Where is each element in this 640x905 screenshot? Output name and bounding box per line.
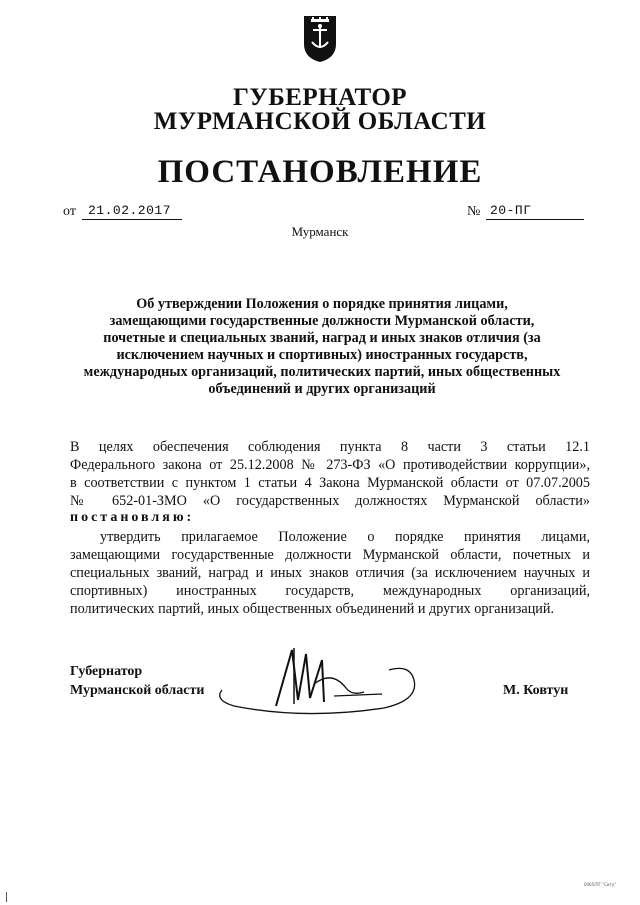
date-label: от bbox=[63, 204, 76, 219]
preamble-paragraph bbox=[70, 438, 590, 510]
murmansk-coat-of-arms-icon bbox=[301, 14, 339, 64]
subject-line: международных организаций, политических партий, иных общественных bbox=[83, 364, 561, 380]
signatory-name: М. Ковтун bbox=[503, 683, 569, 698]
body-line: В целях обеспечения соблюдения пункта 8 части 3 статьи 12.1 bbox=[70, 439, 590, 455]
signatory-position-line-1: Губернатор bbox=[70, 664, 143, 679]
body-line: специальных званий, наград и иных знаков отличия (за исключением научных и bbox=[70, 565, 590, 581]
authority-line-1: ГУБЕРНАТОР bbox=[232, 84, 408, 111]
subject-line: замещающими государственные должности Мурманской области, bbox=[109, 313, 535, 329]
body-line: Федерального закона от 25.12.2008 № 273-ФЗ «О противодействии коррупции», bbox=[70, 457, 590, 473]
body-line: в соответствии с пунктом 1 статьи 4 Закона Мурманской области от 07.07.2005 bbox=[70, 475, 590, 491]
resolution-paragraph bbox=[70, 528, 590, 618]
subject-line: Об утверждении Положения о порядке принятия лицами, bbox=[136, 296, 508, 312]
body-line: замещающими государственные должности Мурманской области, почетных и bbox=[70, 547, 590, 563]
subject-line: исключением научных и спортивных) иностранных государств, bbox=[116, 347, 528, 363]
body-line: № 652-01-ЗМО «О государственных должностях Мурманской области» bbox=[70, 493, 590, 509]
number-label: № bbox=[467, 204, 481, 219]
date-value: 21.02.2017 bbox=[82, 203, 182, 220]
body-line: утвердить прилагаемое Положение о порядке принятия лицами, bbox=[100, 529, 590, 545]
document-type-heading: ПОСТАНОВЛЕНИЕ bbox=[157, 154, 483, 190]
handwritten-signature bbox=[214, 640, 424, 718]
decree-subject bbox=[66, 296, 578, 398]
subject-line: почетные и специальных званий, наград и иных знаков отличия (за bbox=[103, 330, 541, 346]
number-value: 20-ПГ bbox=[486, 203, 584, 220]
decree-word: постановляю: bbox=[70, 510, 195, 525]
authority-line-2: МУРМАНСКОЙ ОБЛАСТИ bbox=[153, 108, 487, 135]
signatory-position-line-2: Мурманской области bbox=[70, 683, 205, 698]
body-line: спортивных) иностранных государств, международных организаций, bbox=[70, 583, 590, 599]
subject-line: объединений и других организаций bbox=[208, 381, 436, 397]
margin-mark bbox=[6, 892, 7, 902]
footer-code: 0465/ПГ "Ситу" bbox=[584, 882, 617, 887]
body-line: политических партий, иных общественных объединений и других организаций. bbox=[70, 601, 555, 617]
city-label: Мурманск bbox=[291, 224, 349, 239]
